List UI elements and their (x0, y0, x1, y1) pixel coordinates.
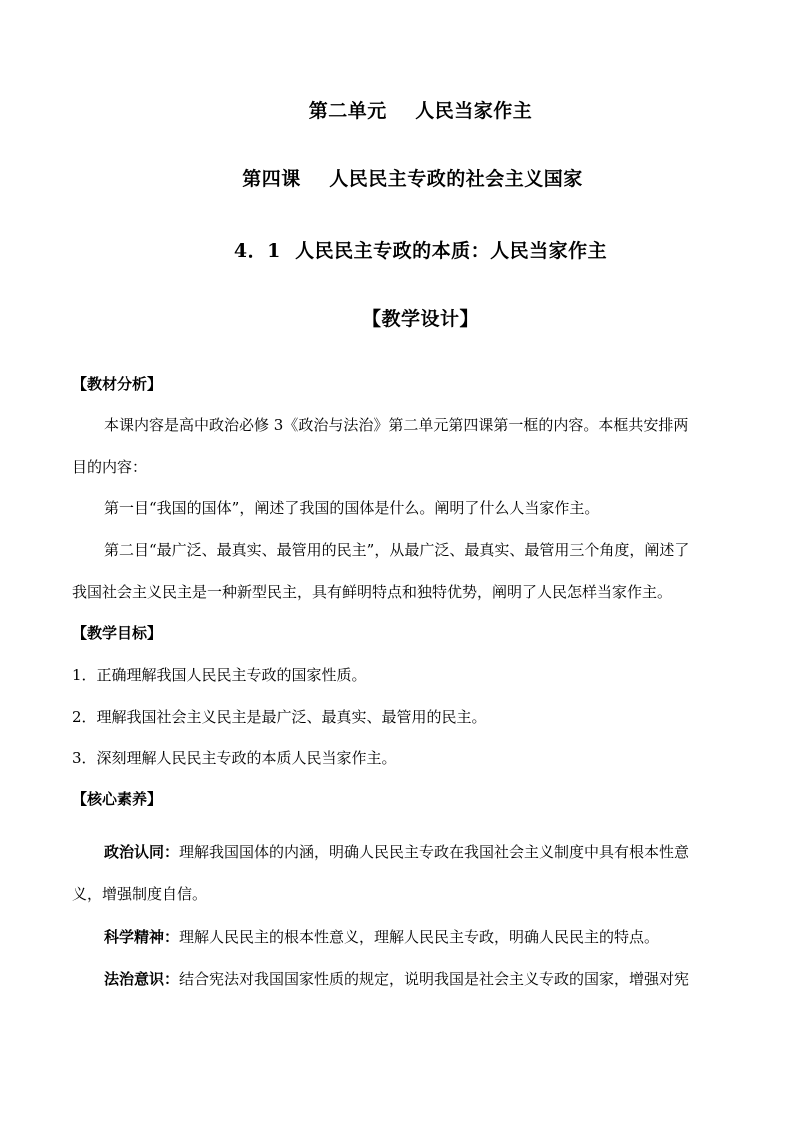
material-intro-line1: 本课内容是高中政治必修 3《政治与法治》第二单元第四课第一框的内容。本框共安排两 (104, 416, 689, 434)
lesson-title: 第四课 人民民主专政的社会主义国家 (242, 168, 583, 190)
material-item1: 第一目“我国的国体”，阐述了我国的国体是什么。阐明了什么人当家作主。 (104, 499, 600, 517)
design-title: 【教学设计】 (361, 308, 479, 330)
material-item2-line2: 我国社会主义民主是一种新型民主，具有鲜明特点和独特优势，阐明了人民怎样当家作主。 (72, 583, 673, 601)
teaching-goals-heading: 【教学目标】 (72, 624, 163, 642)
political-identity-line1 (72, 841, 724, 862)
political-identity-label: 政治认同： (104, 843, 180, 861)
rule-of-law-text: 结合宪法对我国国家性质的规定，说明我国是社会主义专政的国家，增强对宪 (179, 970, 690, 988)
goal-item: 2．理解我国社会主义民主是最广泛、最真实、最管用的民主。 (72, 708, 487, 726)
rule-of-law-label: 法治意识： (104, 970, 180, 988)
goal-item: 1．正确理解我国人民民主专政的国家性质。 (72, 666, 367, 684)
political-identity-text: 理解我国国体的内涵，明确人民民主专政在我国社会主义制度中具有根本性意 (179, 843, 690, 861)
goal-item: 3．深刻理解人民民主专政的本质人民当家作主。 (72, 749, 397, 767)
scientific-spirit-line (72, 926, 724, 947)
scientific-spirit-label: 科学精神： (104, 928, 180, 946)
material-item2-line1: 第二目“最广泛、最真实、最管用的民主”，从最广泛、最真实、最管用三个角度，阐述了 (104, 541, 690, 559)
material-analysis-heading: 【教材分析】 (72, 375, 163, 393)
unit-title: 第二单元 人民当家作主 (308, 100, 533, 122)
material-intro-line2: 目的内容： (72, 458, 148, 476)
scientific-spirit-text: 理解人民民主的根本性意义，理解人民民主专政，明确人民民主的特点。 (179, 928, 660, 946)
section-title: 4．1 人民民主专政的本质：人民当家作主 (233, 240, 608, 262)
political-identity-line2: 义，增强制度自信。 (72, 885, 208, 903)
rule-of-law-line (72, 968, 724, 989)
core-literacy-heading: 【核心素养】 (72, 790, 163, 808)
